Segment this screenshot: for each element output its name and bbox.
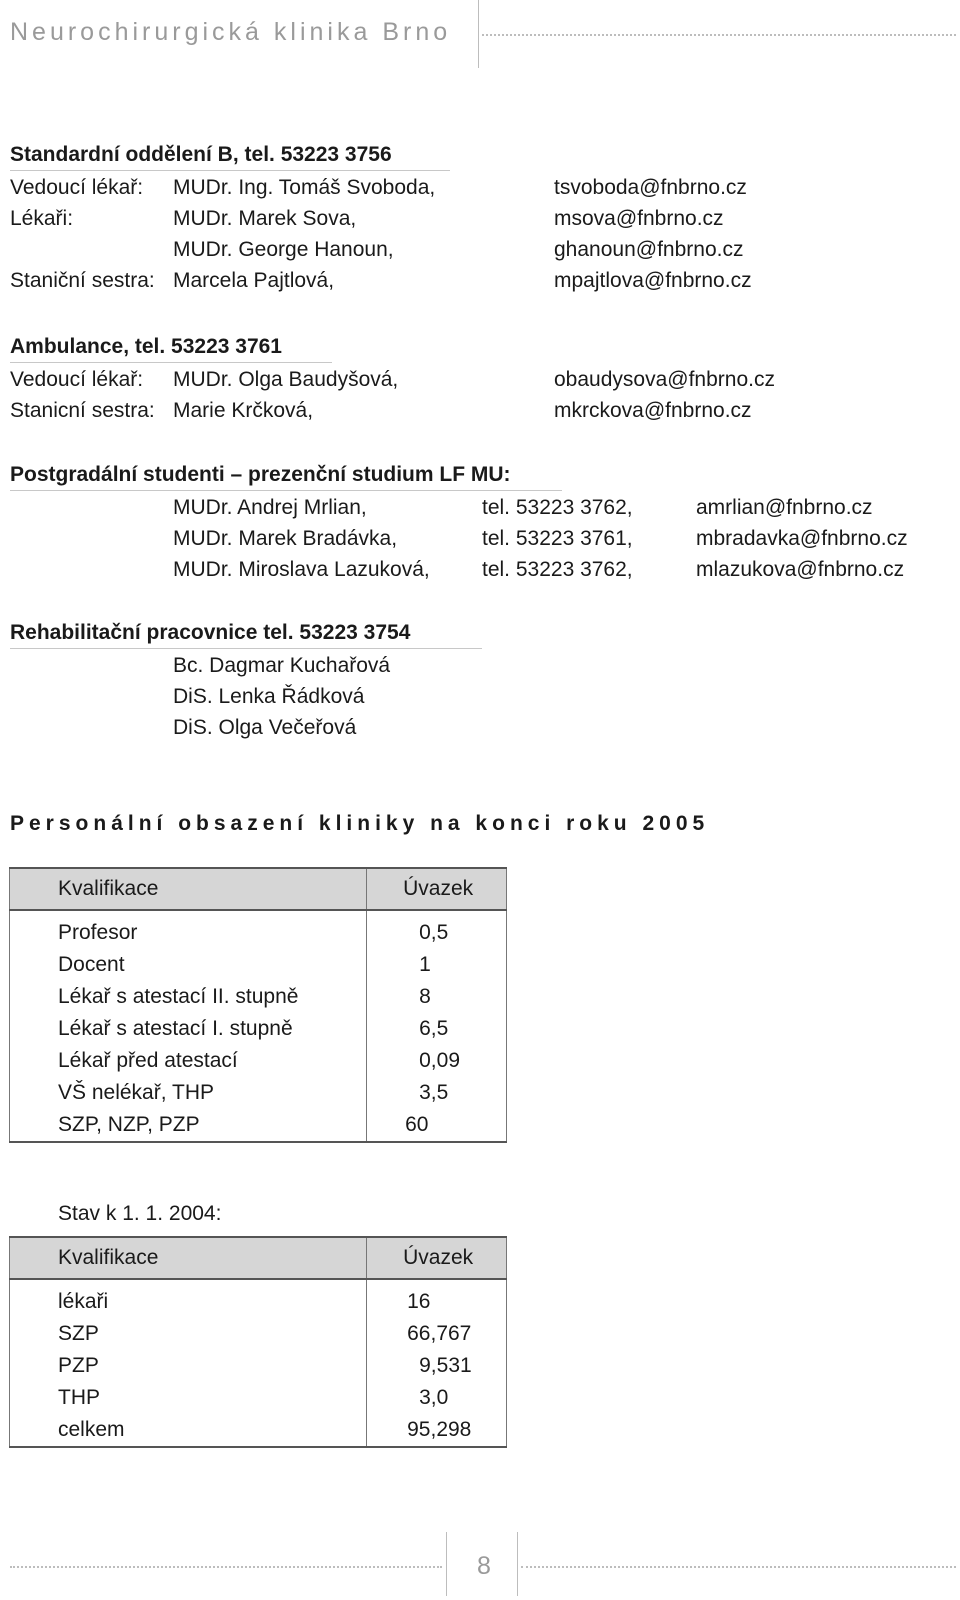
footer-dotted-rule-right [521,1566,956,1568]
role-label: Stanicní sestra: [10,399,155,422]
section-underline [10,170,450,171]
workload-cell: 9,531 [367,1350,507,1382]
staffing-table-2004 [9,1236,507,1448]
qualification-cell: Lékař před atestací [10,1045,367,1077]
table-row [10,1382,507,1414]
qualification-cell: Lékař s atestací I. stupně [10,1013,367,1045]
header-divider [478,0,479,68]
email-address: msova@fnbrno.cz [554,207,724,230]
column-header-qualification: Kvalifikace [10,868,367,910]
person-name: Marcela Pajtlová, [173,269,335,292]
footer-dotted-rule-left [10,1566,442,1568]
phone-number: tel. 53223 3761, [482,527,633,550]
person-name: MUDr. Ing. Tomáš Svoboda, [173,176,436,199]
staffing-heading: Personální obsazení kliniky na konci roku 2005 [10,812,710,835]
qualification-cell: lékaři [10,1279,367,1318]
table-row [10,1350,507,1382]
table-row [10,1045,507,1077]
column-header-qualification: Kvalifikace [10,1237,367,1279]
staffing-table-2005 [9,867,507,1143]
workload-cell: 1 [367,949,507,981]
qualification-cell: Profesor [10,910,367,949]
column-header-workload: Úvazek [367,868,507,910]
workload-cell: 6,5 [367,1013,507,1045]
header-dotted-rule [482,34,956,36]
workload-cell: 95,298 [367,1414,507,1447]
email-address: mlazukova@fnbrno.cz [696,558,905,581]
workload-cell: 8 [367,981,507,1013]
person-name: Bc. Dagmar Kuchařová [173,654,391,677]
email-address: amrlian@fnbrno.cz [696,496,873,519]
email-address: mkrckova@fnbrno.cz [554,399,752,422]
phone-number: tel. 53223 3762, [482,558,633,581]
table-row [10,1077,507,1109]
person-name: MUDr. George Hanoun, [173,238,394,261]
workload-cell: 60 [367,1109,507,1142]
table-row [10,1414,507,1447]
qualification-cell: SZP, NZP, PZP [10,1109,367,1142]
table-row [10,981,507,1013]
email-address: mbradavka@fnbrno.cz [696,527,908,550]
table-row [10,910,507,949]
person-name: DiS. Olga Večeřová [173,716,357,739]
person-name: DiS. Lenka Řádková [173,685,365,708]
table-row [10,949,507,981]
table-header-row [10,868,507,910]
workload-cell: 16 [367,1279,507,1318]
page-number: 8 [477,1552,491,1580]
role-label: Staniční sestra: [10,269,155,292]
email-address: mpajtlova@fnbrno.cz [554,269,752,292]
person-name: MUDr. Olga Baudyšová, [173,368,399,391]
footer-divider-right [517,1532,518,1596]
table-row [10,1318,507,1350]
workload-cell: 66,767 [367,1318,507,1350]
qualification-cell: THP [10,1382,367,1414]
column-header-workload: Úvazek [367,1237,507,1279]
person-name: MUDr. Marek Sova, [173,207,357,230]
section-underline [10,362,332,363]
section-title-ambulance: Ambulance, tel. 53223 3761 [10,335,282,358]
role-label: Vedoucí lékař: [10,368,144,391]
qualification-cell: PZP [10,1350,367,1382]
section-underline [10,648,482,649]
section-underline [10,490,562,491]
phone-number: tel. 53223 3762, [482,496,633,519]
workload-cell: 0,5 [367,910,507,949]
person-name: MUDr. Andrej Mrlian, [173,496,367,519]
qualification-cell: celkem [10,1414,367,1447]
email-address: tsvoboda@fnbrno.cz [554,176,747,199]
role-label: Vedoucí lékař: [10,176,144,199]
running-header-title: Neurochirurgická klinika Brno [10,18,452,46]
footer-divider-left [446,1532,447,1596]
email-address: obaudysova@fnbrno.cz [554,368,775,391]
person-name: MUDr. Marek Bradávka, [173,527,398,550]
section-title-postgrad: Postgradální studenti – prezenční studium LF MU: [10,463,511,486]
workload-cell: 3,5 [367,1077,507,1109]
table-row [10,1109,507,1142]
section-title-rehab: Rehabilitační pracovnice tel. 53223 3754 [10,621,411,644]
person-name: Marie Krčková, [173,399,314,422]
qualification-cell: Lékař s atestací II. stupně [10,981,367,1013]
role-label: Lékaři: [10,207,74,230]
table-row [10,1279,507,1318]
table-row [10,1013,507,1045]
workload-cell: 0,09 [367,1045,507,1077]
table-header-row [10,1237,507,1279]
workload-cell: 3,0 [367,1382,507,1414]
person-name: MUDr. Miroslava Lazuková, [173,558,430,581]
qualification-cell: SZP [10,1318,367,1350]
qualification-cell: Docent [10,949,367,981]
qualification-cell: VŠ nelékař, THP [10,1077,367,1109]
section-title-standard: Standardní oddělení B, tel. 53223 3756 [10,143,392,166]
table2-caption: Stav k 1. 1. 2004: [58,1202,222,1225]
email-address: ghanoun@fnbrno.cz [554,238,744,261]
